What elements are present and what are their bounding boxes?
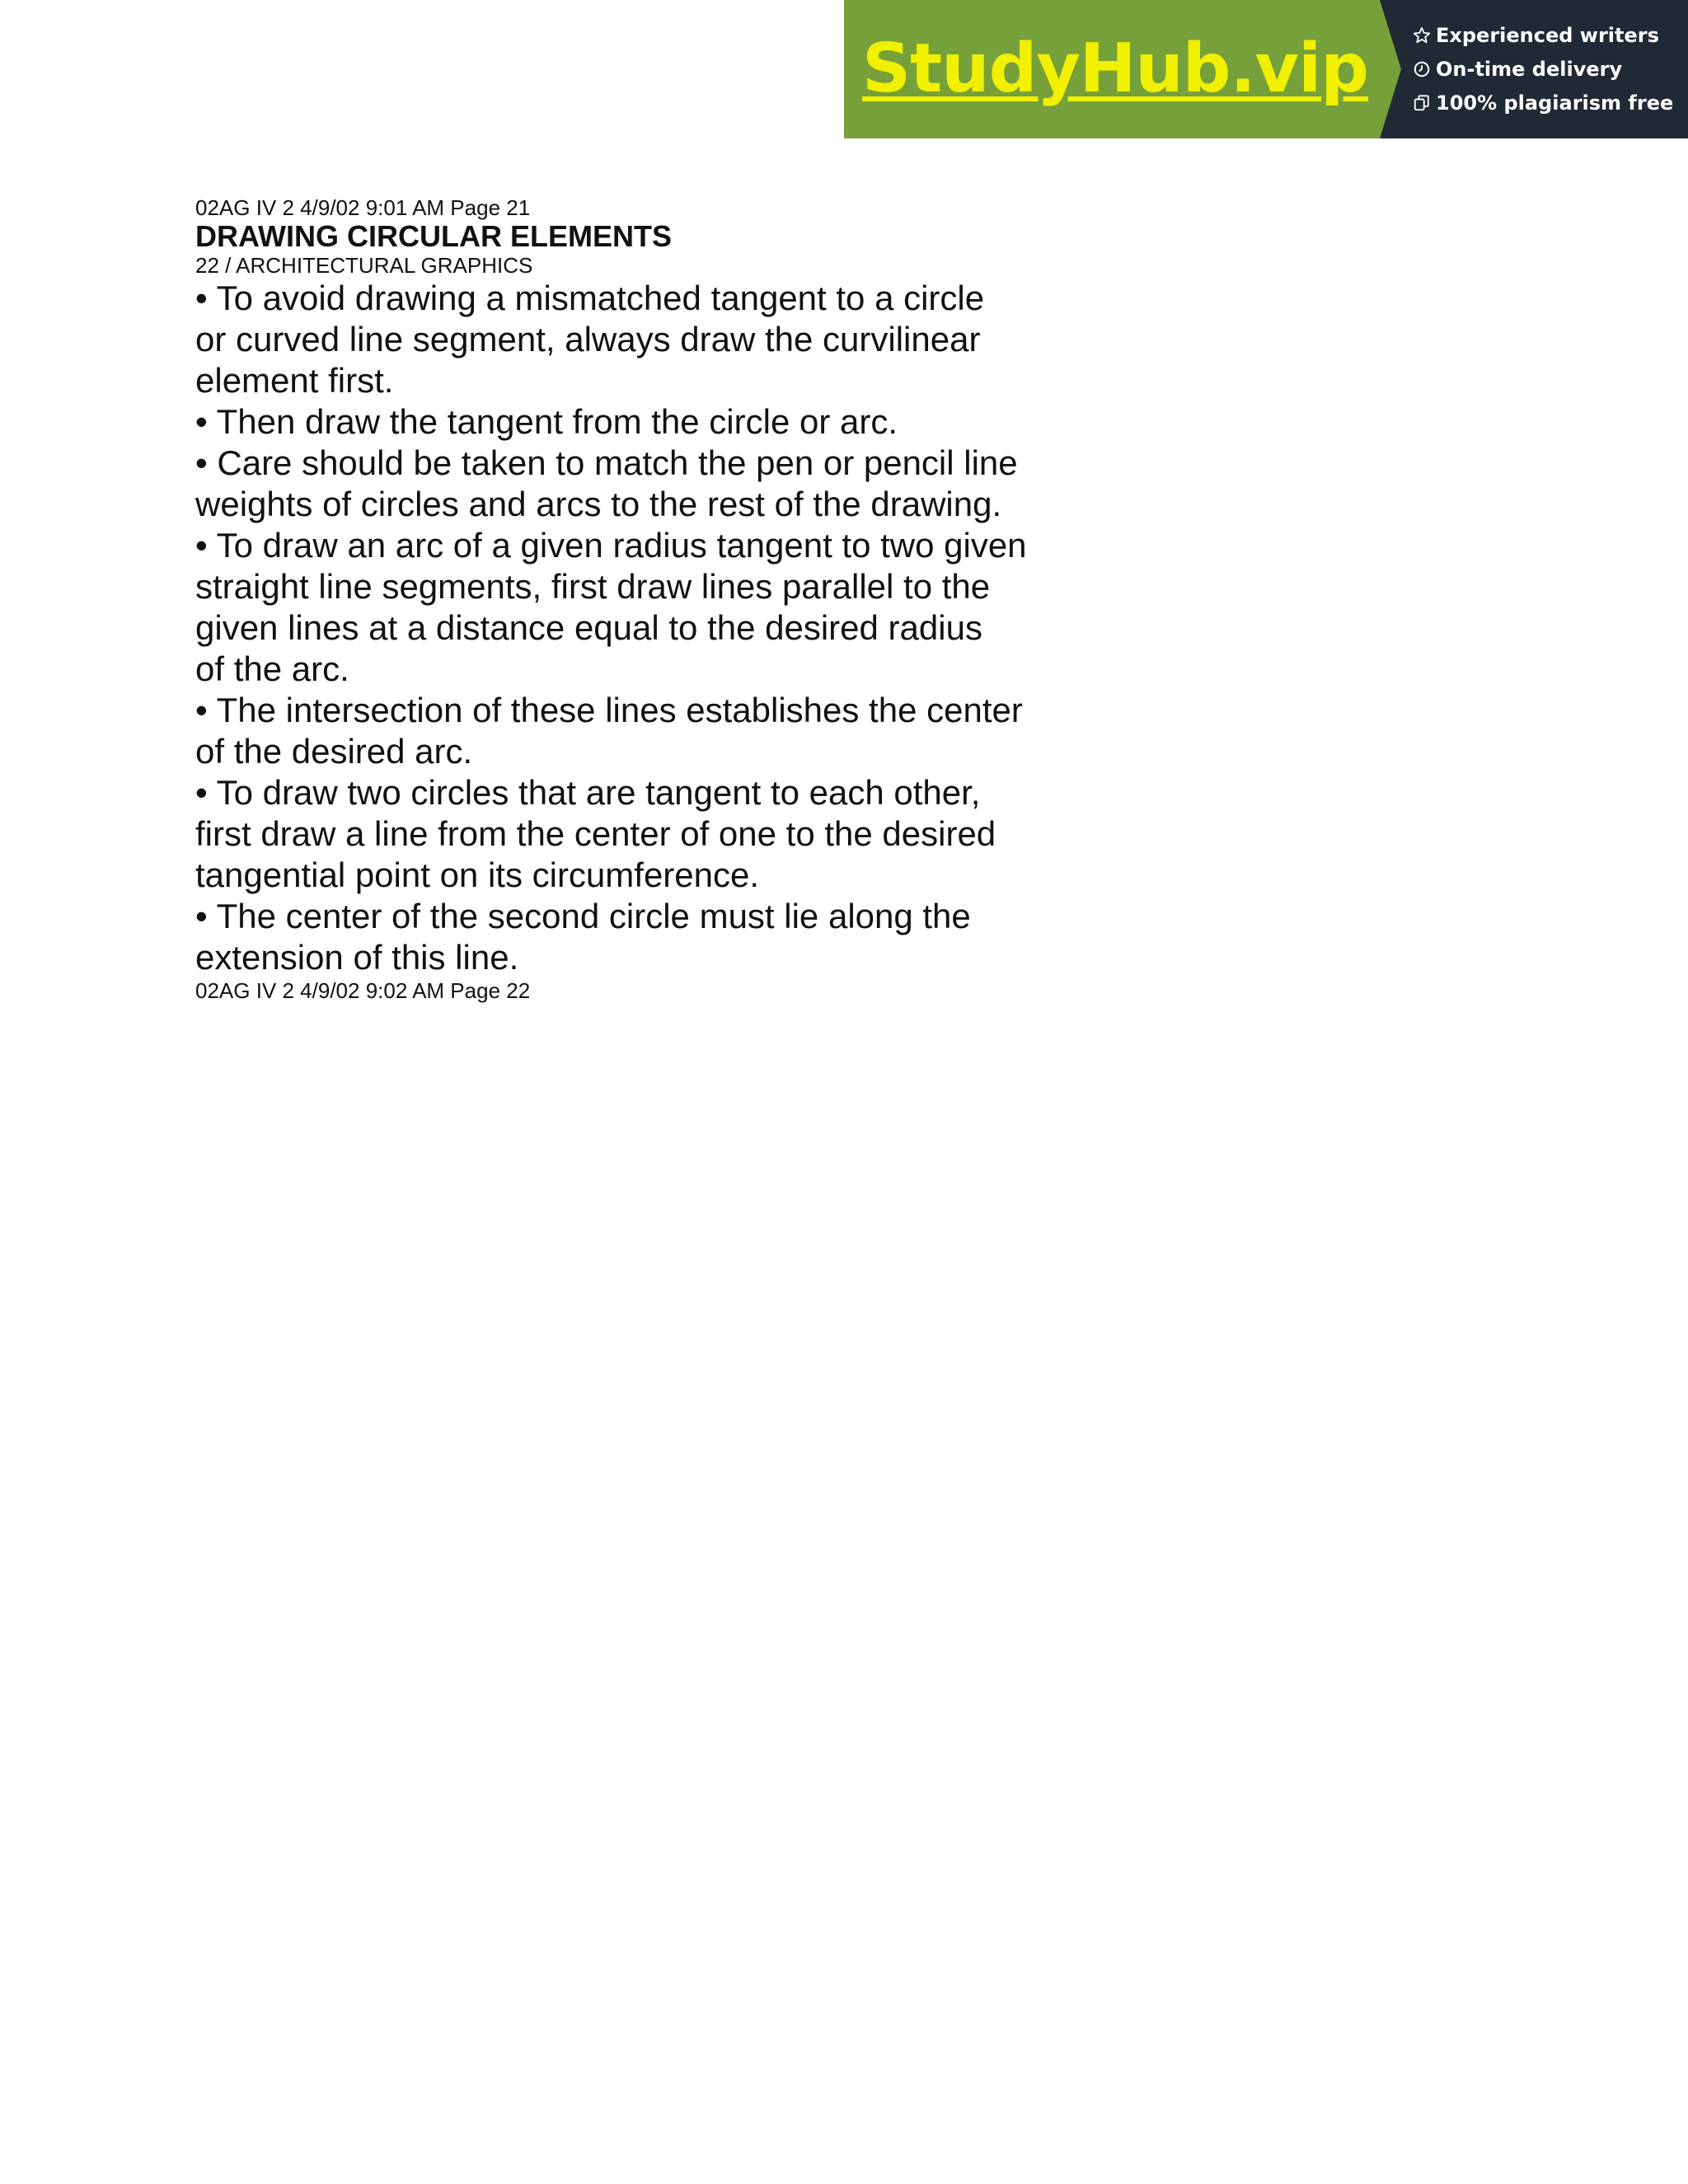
clock-icon xyxy=(1413,60,1431,78)
studyhub-banner[interactable] xyxy=(844,0,1688,138)
text-line: • The intersection of these lines establishes the center xyxy=(195,691,1023,729)
feature-experienced-writers xyxy=(1413,19,1688,53)
feature-label: On-time delivery xyxy=(1436,58,1623,81)
copy-icon xyxy=(1413,94,1431,112)
text-line: • To draw an arc of a given radius tangent to two given xyxy=(195,526,1027,565)
text-line: of the desired arc. xyxy=(195,732,473,771)
feature-label: Experienced writers xyxy=(1436,24,1659,47)
page-title: DRAWING CIRCULAR ELEMENTS xyxy=(195,219,672,253)
text-line: • To avoid drawing a mismatched tangent to a circle xyxy=(195,279,985,317)
text-line: • To draw two circles that are tangent to each other, xyxy=(195,773,981,812)
banner-features xyxy=(1401,0,1688,138)
text-line: given lines at a distance equal to the desired radius xyxy=(195,608,982,647)
text-line: weights of circles and arcs to the rest of the drawing. xyxy=(195,485,1002,523)
document-body xyxy=(195,195,1135,1003)
text-line: • Care should be taken to match the pen or pencil line xyxy=(195,443,1018,482)
bullet-text xyxy=(195,278,1135,978)
text-line: straight line segments, first draw lines parallel to the xyxy=(195,567,991,606)
page-subtitle: 22 / ARCHITECTURAL GRAPHICS xyxy=(195,253,533,278)
feature-plagiarism-free xyxy=(1413,87,1688,120)
text-line: of the arc. xyxy=(195,649,349,688)
text-line: first draw a line from the center of one to the desired xyxy=(195,814,996,853)
text-line: element first. xyxy=(195,361,394,400)
feature-label: 100% plagiarism free xyxy=(1436,91,1674,115)
feature-on-time-delivery xyxy=(1413,53,1688,87)
text-line: tangential point on its circumference. xyxy=(195,855,760,894)
text-line: • Then draw the tangent from the circle or arc. xyxy=(195,402,898,441)
banner-arrow-divider xyxy=(1380,0,1401,138)
page-header: 02AG IV 2 4/9/02 9:01 AM Page 21 xyxy=(195,195,531,220)
brand-name: StudyHub.vip xyxy=(862,30,1368,108)
page-footer: 02AG IV 2 4/9/02 9:02 AM Page 22 xyxy=(195,978,531,1003)
text-line: extension of this line. xyxy=(195,938,519,977)
text-line: or curved line segment, always draw the curvilinear xyxy=(195,320,981,359)
text-line: • The center of the second circle must lie along the xyxy=(195,897,971,935)
brand-logo[interactable] xyxy=(844,0,1380,138)
star-icon xyxy=(1413,26,1431,45)
